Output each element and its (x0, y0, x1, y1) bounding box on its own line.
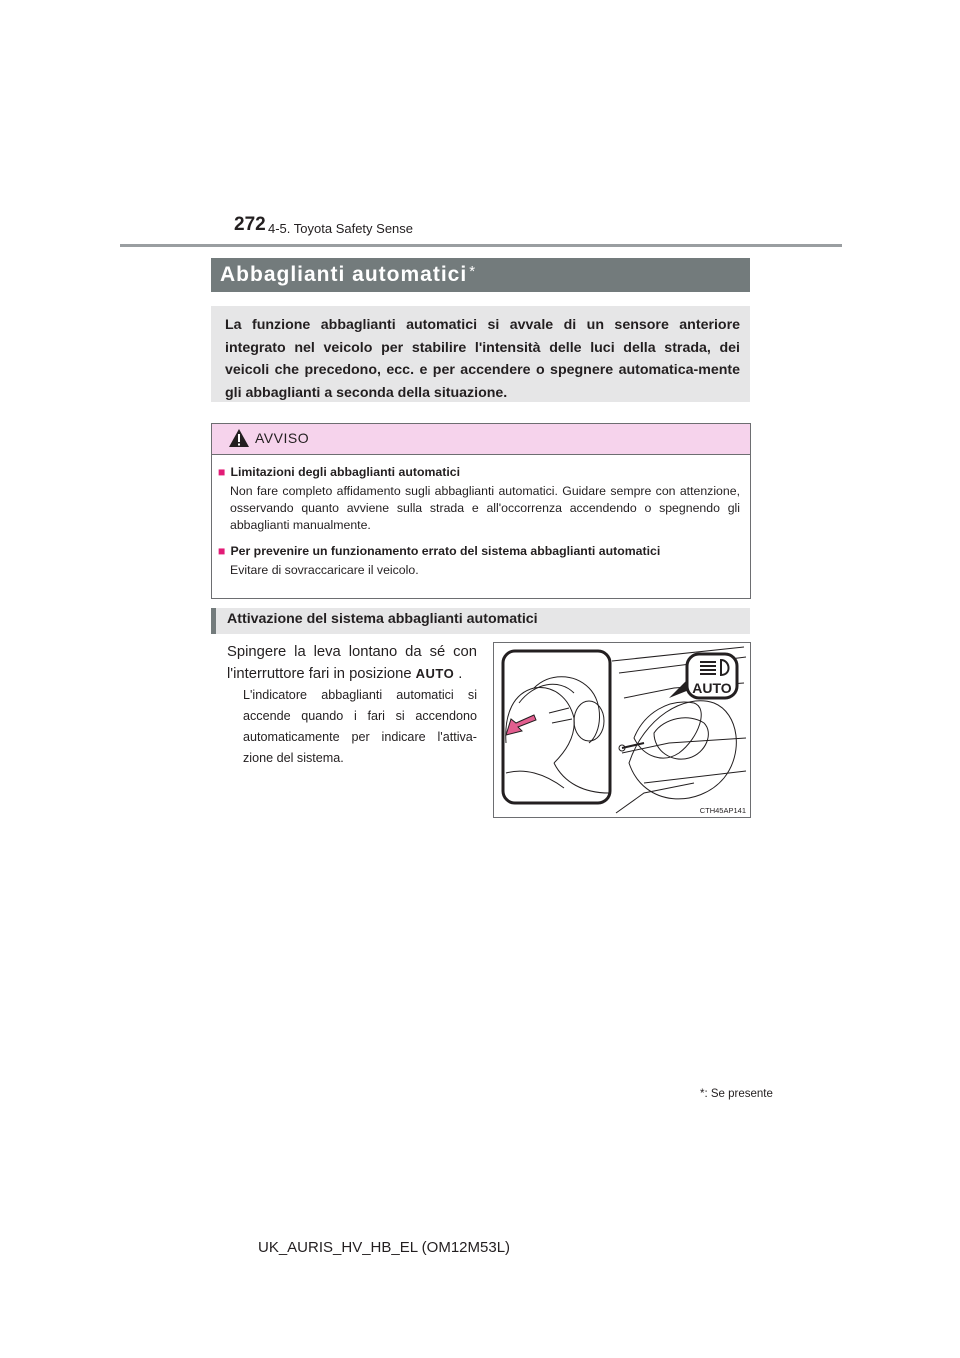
step-note: L'indicatore abbaglianti automatici si accende quando i fari si accendono automaticamente per indicare l'attiva-zione del sistema. (243, 688, 477, 765)
warning-item-heading (218, 465, 740, 479)
header-rule (120, 244, 842, 247)
page-title (220, 263, 476, 287)
footnote-text: : Se presente (704, 1088, 773, 1100)
intro-text: La funzione abbaglianti automatici si avvale di un sensore anteriore integrato nel veicolo per stabilire l'intensità delle luci della strada, dei veicoli che precedono, ecc. e per accendere o spegnere automatica-mente gli abbaglianti a seconda della situazione. (225, 317, 740, 401)
section-reference: 4-5. Toyota Safety Sense (268, 221, 414, 236)
step-text-end: . (458, 666, 463, 682)
subsection-edge (211, 608, 216, 634)
warning-triangle-icon (228, 428, 250, 448)
warning-item-heading (218, 544, 740, 558)
warning-box (211, 423, 751, 599)
footnote-marker: * (700, 1088, 705, 1100)
subsection-title: Attivazione del sistema abbaglianti automatici (227, 611, 538, 627)
figure-code: CTH45AP141 (699, 806, 746, 815)
warning-item (218, 465, 740, 534)
page-title-text: Abbaglianti automatici (220, 263, 468, 286)
document-code: UK_AURIS_HV_HB_EL (OM12M53L) (258, 1239, 511, 1256)
illustration-drawing (494, 643, 750, 817)
step-instruction (227, 641, 477, 685)
warning-item-body: Evitare di sovraccaricare il veicolo. (230, 563, 419, 577)
auto-indicator-label: AUTO (692, 680, 732, 696)
page-title-bar (211, 258, 750, 292)
bullet-square-icon: ■ (218, 465, 226, 479)
warning-label: AVVISO (255, 430, 310, 446)
warning-item-heading-text: Limitazioni degli abbaglianti automatici (230, 465, 461, 479)
subsection-bar (211, 608, 750, 634)
warning-item-body: Non fare completo affidamento sugli abbaglianti automatici. Guidare sempre con attenzione, osservando quanto avviene sulla strada e all'occorrenza accendendo o spegnendo gli abbaglianti manualmente. (230, 484, 740, 532)
intro-box (211, 306, 750, 402)
warning-item-heading-text: Per prevenire un funzionamento errato del sistema abbaglianti automatici (230, 544, 661, 558)
bullet-square-icon: ■ (218, 544, 226, 558)
warning-item (218, 544, 740, 579)
auto-switch-label: AUTO (415, 666, 455, 681)
lever-illustration (493, 642, 751, 818)
page-number: 272 (234, 214, 266, 235)
warning-header (212, 424, 750, 455)
optional-marker: * (469, 263, 477, 280)
step-text: Spingere la leva lontano da sé con l'interruttore fari in posizione (227, 644, 477, 682)
footnote (700, 1088, 773, 1100)
